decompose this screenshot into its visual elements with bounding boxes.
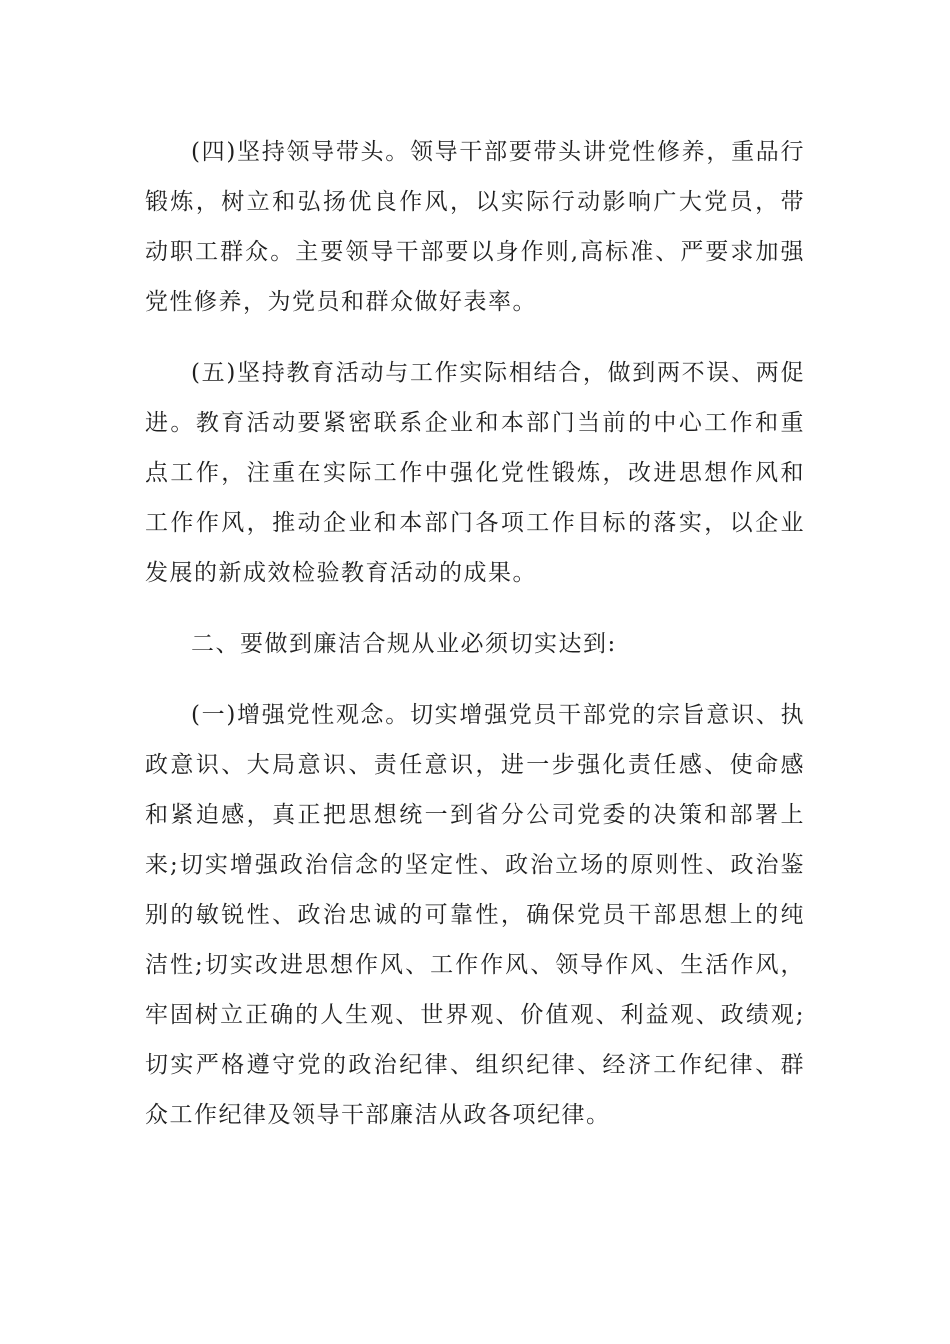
- document-body: [145, 127, 805, 1161]
- paragraph-5-combine-education-and-work: (五)坚持教育活动与工作实际相结合，做到两不误、两促进。教育活动要紧密联系企业和本部门当前的中心工作和重点工作，注重在实际工作中强化党性锻炼，改进思想作风和工作作风，推动企业和本部门各项工作目标的落实，以企业发展的新成效检验教育活动的成果。: [145, 360, 805, 586]
- paragraph-1-strengthen-party-spirit: (一)增强党性观念。切实增强党员干部党的宗旨意识、执政意识、大局意识、责任意识，进一步强化责任感、使命感和紧迫感，真正把思想统一到省分公司党委的决策和部署上来;切实增强政治信念的坚定性、政治立场的原则性、政治鉴别的敏锐性、政治忠诚的可靠性，确保党员干部思想上的纯洁性;切实改进思想作风、工作作风、领导作风、生活作风，牢固树立正确的人生观、世界观、价值观、利益观、政绩观;切实严格遵守党的政治纪律、组织纪律、经济工作纪律、群众工作纪律及领导干部廉洁从政各项纪律。: [145, 702, 805, 1128]
- paragraph-4-lead-by-example: (四)坚持领导带头。领导干部要带头讲党性修养，重品行锻炼，树立和弘扬优良作风，以实际行动影响广大党员，带动职工群众。主要领导干部要以身作则,高标准、严要求加强党性修养，为党员和群众做好表率。: [145, 139, 805, 315]
- section-heading-two: 二、要做到廉洁合规从业必须切实达到:: [191, 631, 617, 657]
